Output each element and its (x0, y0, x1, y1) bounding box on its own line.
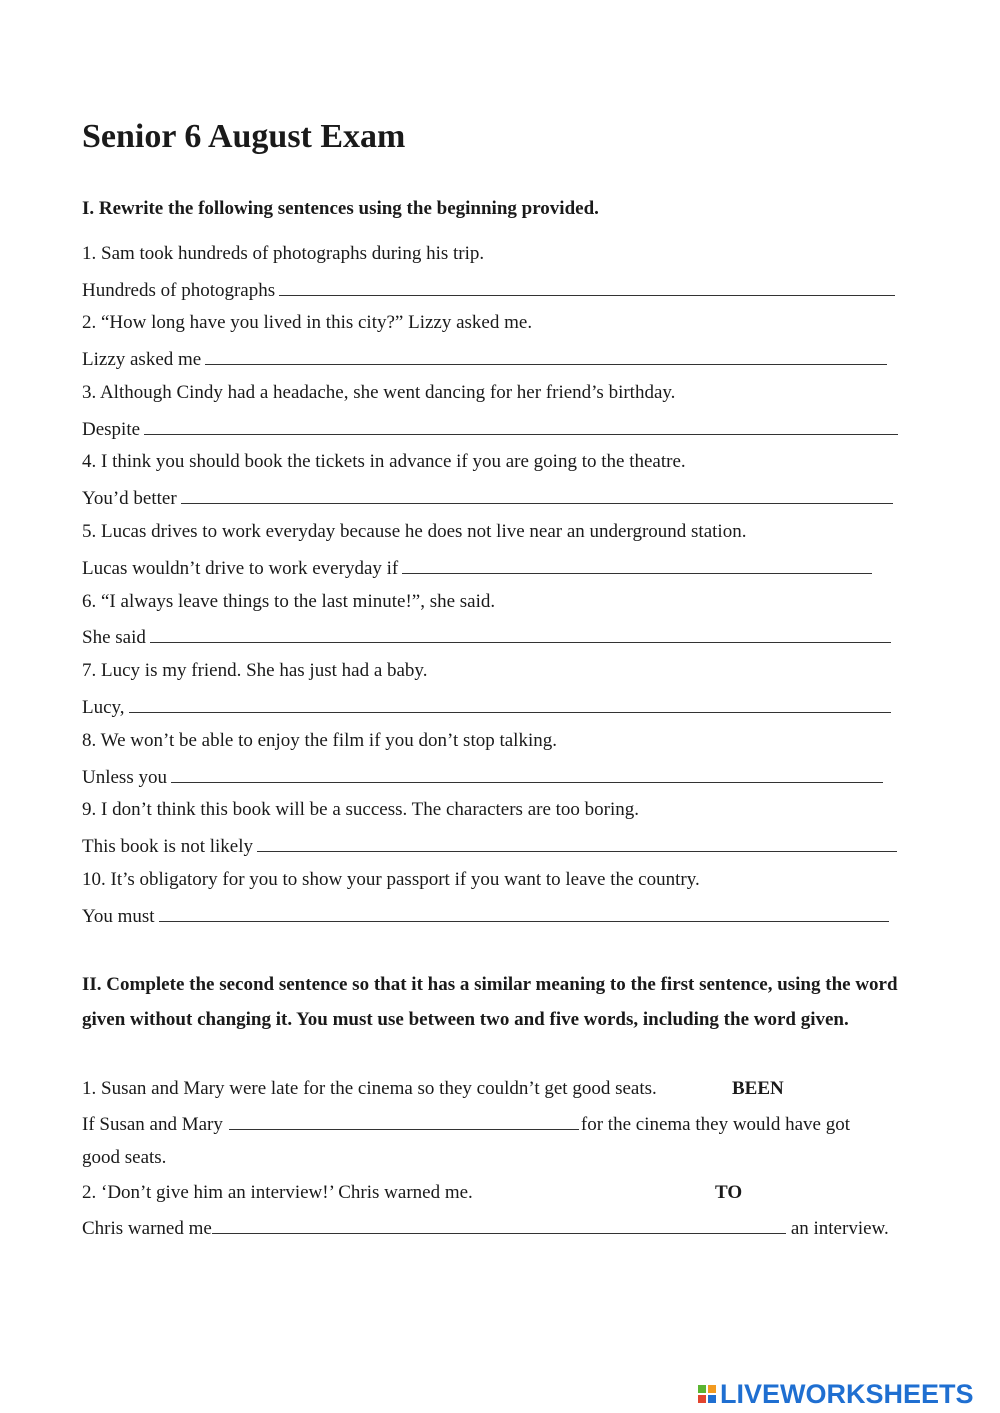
exercise-4-prompt: 4. I think you should book the tickets in advance if you are going to the theatre. (82, 451, 686, 472)
exercise-3-answer-blank[interactable] (144, 417, 898, 435)
transform-1-start: If Susan and Mary (82, 1114, 223, 1135)
logo-text: LIVEWORKSHEETS (720, 1378, 974, 1409)
exercise-1-answer-blank[interactable] (279, 278, 895, 296)
exercise-5-start: Lucas wouldn’t drive to work everyday if (82, 558, 399, 579)
exercise-10-answer-row (82, 904, 889, 928)
exercise-4-answer-blank[interactable] (181, 486, 893, 504)
exercise-6-answer-blank[interactable] (150, 625, 891, 643)
transform-2-answer-row (82, 1216, 889, 1240)
exercise-2-answer-blank[interactable] (205, 347, 887, 365)
transform-1-keyword: BEEN (732, 1078, 784, 1099)
exercise-7-prompt: 7. Lucy is my friend. She has just had a baby. (82, 660, 428, 681)
exercise-8-prompt: 8. We won’t be able to enjoy the film if you don’t stop talking. (82, 730, 557, 751)
transform-2-prompt: 2. ‘Don’t give him an interview!’ Chris warned me. (82, 1182, 473, 1203)
transform-2-answer-blank[interactable] (212, 1216, 786, 1234)
liveworksheets-logo (698, 1378, 974, 1410)
exercise-5-prompt: 5. Lucas drives to work everyday because he does not live near an underground station. (82, 521, 747, 542)
exercise-9-answer-blank[interactable] (257, 834, 897, 852)
transform-1-prompt: 1. Susan and Mary were late for the cinema so they couldn’t get good seats. (82, 1078, 657, 1099)
exercise-7-answer-row (82, 695, 891, 719)
exercise-7-answer-blank[interactable] (129, 695, 891, 713)
exercise-1-prompt: 1. Sam took hundreds of photographs during his trip. (82, 243, 485, 264)
exercise-8-answer-blank[interactable] (171, 765, 883, 783)
exercise-5-answer-blank[interactable] (402, 556, 872, 574)
page-title: Senior 6 August Exam (82, 118, 406, 155)
exercise-9-start: This book is not likely (82, 836, 253, 857)
exercise-2-answer-row (82, 347, 887, 371)
logo-squares-icon (698, 1385, 716, 1403)
transform-2-keyword: TO (715, 1182, 743, 1203)
exercise-8-start: Unless you (82, 767, 167, 788)
exercise-8-answer-row (82, 765, 883, 789)
exercise-9-prompt: 9. I don’t think this book will be a success. The characters are too boring. (82, 799, 640, 820)
section-1-heading: I. Rewrite the following sentences using the beginning provided. (82, 198, 599, 219)
exercise-4-start: You’d better (82, 488, 177, 509)
transform-1-end: for the cinema they would have got (580, 1114, 850, 1135)
exercise-2-prompt: 2. “How long have you lived in this city?” Lizzy asked me. (82, 312, 533, 333)
exercise-10-answer-blank[interactable] (159, 904, 889, 922)
exercise-5-answer-row (82, 556, 872, 580)
exercise-6-answer-row (82, 625, 891, 649)
exercise-10-start: You must (82, 906, 155, 927)
exercise-3-prompt: 3. Although Cindy had a headache, she went dancing for her friend’s birthday. (82, 382, 676, 403)
transform-2-start: Chris warned me (82, 1218, 212, 1239)
exercise-6-prompt: 6. “I always leave things to the last minute!”, she said. (82, 591, 496, 612)
exercise-4-answer-row (82, 486, 893, 510)
transform-1-end-continued: good seats. (82, 1147, 167, 1168)
exercise-9-answer-row (82, 834, 897, 858)
exercise-3-start: Despite (82, 419, 141, 440)
exercise-10-prompt: 10. It’s obligatory for you to show your passport if you want to leave the country. (82, 869, 700, 890)
exercise-1-answer-row (82, 278, 895, 302)
transform-1-answer-blank[interactable] (229, 1112, 579, 1130)
exercise-3-answer-row (82, 417, 898, 441)
exercise-1-start: Hundreds of photographs (82, 280, 276, 301)
exercise-2-start: Lizzy asked me (82, 349, 202, 370)
transform-2-end: an interview. (790, 1218, 889, 1239)
section-2-heading: II. Complete the second sentence so that it has a similar meaning to the first sentence, using the word given without changing it. You must use between two and five words, including the word given. (82, 974, 898, 1030)
exercise-7-start: Lucy, (82, 697, 125, 718)
transform-1-answer-row (82, 1112, 850, 1136)
exercise-6-start: She said (82, 627, 146, 648)
